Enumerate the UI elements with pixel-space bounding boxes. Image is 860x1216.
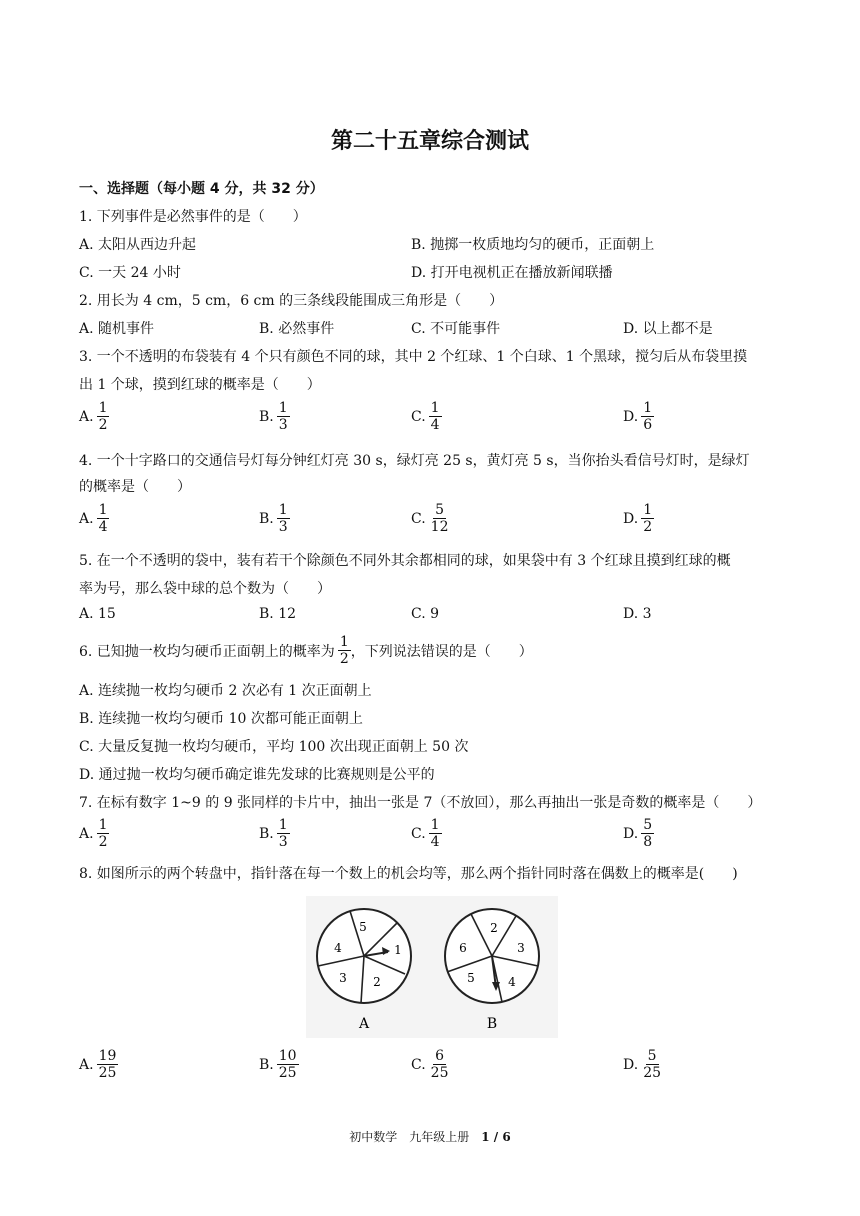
- question-6-stem: 6. 已知抛一枚均匀硬币正面朝上的概率为 $\frac{1}{2}$ ，下列说法错误的是（ ）: [79, 634, 533, 668]
- page-footer: [0, 1128, 860, 1145]
- q5-option-d: D. 3: [623, 606, 652, 622]
- q1-option-a: A. 太阳从西边升起: [79, 237, 197, 253]
- question-5-stem-line2: 率为号，那么袋中球的总个数为（ ）: [79, 581, 331, 597]
- q6-option-c: C. 大量反复抛一枚均匀硬币，平均 100 次出现正面朝上 50 次: [79, 739, 469, 755]
- q7-option-b: B. $\frac{1}{3}$: [259, 817, 288, 851]
- q2-option-b: B. 必然事件: [259, 321, 335, 337]
- q8-option-b: B. $\frac{10}{25}$: [259, 1048, 297, 1082]
- page-total: 6: [502, 1130, 511, 1144]
- q3-option-b: B. $\frac{1}{3}$: [259, 400, 288, 434]
- q4-option-b: B. $\frac{1}{3}$: [259, 502, 288, 536]
- spinner-figure: [306, 896, 558, 1038]
- footer-text: 初中数学 九年级上册: [349, 1130, 482, 1144]
- spinner-b-number: 4: [508, 975, 516, 989]
- q5-option-b: B. 12: [259, 606, 297, 622]
- q4-option-a: A. $\frac{1}{4}$: [79, 502, 108, 536]
- q6-option-a: A. 连续抛一枚均匀硬币 2 次必有 1 次正面朝上: [79, 683, 372, 699]
- q6-option-b: B. 连续抛一枚均匀硬币 10 次都可能正面朝上: [79, 711, 363, 727]
- q3-option-a: A. $\frac{1}{2}$: [79, 400, 108, 434]
- spinner-b-number: 6: [459, 941, 467, 955]
- question-3-stem-line2: 出 1 个球，摸到红球的概率是（ ）: [79, 377, 321, 393]
- spinner-a-number: 3: [339, 971, 347, 985]
- question-1-stem: 1. 下列事件是必然事件的是（ ）: [79, 209, 307, 225]
- page-number: 1: [481, 1130, 490, 1144]
- question-7-stem: 7. 在标有数字 1~9 的 9 张同样的卡片中，抽出一张是 7（不放回），那么再抽出一张是奇数的概率是（ ）: [79, 795, 762, 811]
- spinner-a-number: 5: [359, 920, 367, 934]
- q8-option-c: C. $\frac{6}{25}$: [411, 1048, 449, 1082]
- section-heading: 一、选择题（每小题 4 分，共 32 分）: [79, 181, 324, 197]
- spinner-a-label: A: [358, 1016, 370, 1032]
- question-3-stem-line1: 3. 一个不透明的布袋装有 4 个只有颜色不同的球，其中 2 个红球、1 个白球、1 个黑球，搅匀后从布袋里摸: [79, 349, 748, 365]
- q2-option-a: A. 随机事件: [79, 321, 155, 337]
- q7-option-a: A. $\frac{1}{2}$: [79, 817, 108, 851]
- q3-option-d: D. $\frac{1}{6}$: [623, 400, 653, 434]
- q2-option-c: C. 不可能事件: [411, 321, 501, 337]
- spinner-a-number: 2: [373, 975, 381, 989]
- spinner-b-number: 2: [490, 921, 498, 935]
- q5-option-a: A. 15: [79, 606, 116, 622]
- spinner-a-number: 1: [394, 943, 402, 957]
- q5-option-c: C. 9: [411, 606, 440, 622]
- q1-option-d: D. 打开电视机正在播放新闻联播: [411, 265, 613, 281]
- q8-option-d: D. $\frac{5}{25}$: [623, 1048, 662, 1082]
- q2-option-d: D. 以上都不是: [623, 321, 713, 337]
- question-2-stem: 2. 用长为 4 cm，5 cm，6 cm 的三条线段能围成三角形是（ ）: [79, 293, 504, 309]
- q7-option-d: D. $\frac{5}{8}$: [623, 817, 653, 851]
- page-separator: /: [489, 1130, 503, 1144]
- question-4-stem-line1: 4. 一个十字路口的交通信号灯每分钟红灯亮 30 s，绿灯亮 25 s，黄灯亮 5 s，当你抬头看信号灯时，是绿灯: [79, 453, 750, 469]
- q3-option-c: C. $\frac{1}{4}$: [411, 400, 440, 434]
- q4-option-c: C. $\frac{5}{12}$: [411, 502, 449, 536]
- spinner-a-number: 4: [334, 941, 342, 955]
- q1-option-c: C. 一天 24 小时: [79, 265, 181, 281]
- spinner-b-number: 5: [467, 971, 475, 985]
- q1-option-b: B. 抛掷一枚质地均匀的硬币，正面朝上: [411, 237, 655, 253]
- question-4-stem-line2: 的概率是（ ）: [79, 479, 191, 495]
- page-title: 第二十五章综合测试: [330, 129, 529, 154]
- q6-option-d: D. 通过抛一枚均匀硬币确定谁先发球的比赛规则是公平的: [79, 767, 435, 783]
- q7-option-c: C. $\frac{1}{4}$: [411, 817, 440, 851]
- q4-option-d: D. $\frac{1}{2}$: [623, 502, 653, 536]
- q8-option-a: A. $\frac{19}{25}$: [79, 1048, 117, 1082]
- question-8-stem: 8. 如图所示的两个转盘中，指针落在每一个数上的机会均等，那么两个指针同时落在偶数上的概率是( ): [79, 866, 738, 882]
- spinner-b-number: 3: [517, 941, 525, 955]
- spinner-b-label: B: [486, 1016, 498, 1032]
- question-5-stem-line1: 5. 在一个不透明的袋中，装有若干个除颜色不同外其余都相同的球，如果袋中有 3 个红球且摸到红球的概: [79, 553, 731, 569]
